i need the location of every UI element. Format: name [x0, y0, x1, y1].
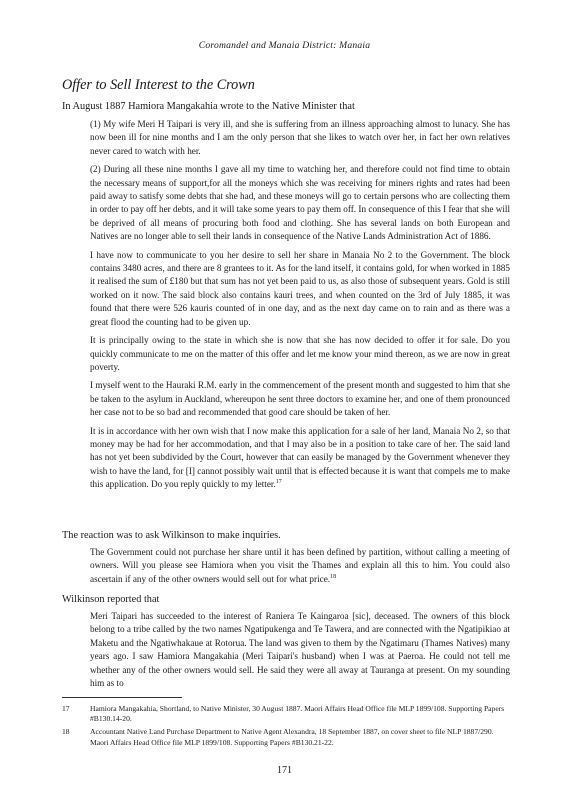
letter-paragraph: I have now to communicate to you her desire to sell her share in Manaia No 2 to the Government. The block contains 3480 acres, and there are 8 grantees to it. As for the land itself, it contains gold, for when worked in 1885 it realised the sum of £180 but that sum has not yet been paid to us, as also those of subsequent years. Gold is still worked on it now. The said block also contains kauri trees, and when counted on the 3rd of July 1885, it was found that there were 526 kauris counted of in one day, and as the next day came on to rain and as there was a great flood the counting had to be given up. — [90, 249, 510, 327]
footnote-text: Accountant Native Land Purchase Department to Native Agent Alexandra, 18 September 1887, on cover sheet to file NLP 1887/290. Maori Affairs Head Office file MLP 1899/108. Supporting Papers #B130.21-22. — [90, 727, 494, 747]
letter-paragraph — [90, 425, 510, 492]
letter-paragraph: I myself went to the Hauraki R.M. early in the commencement of the present month and suggested to him that she be taken to the asylum in Auckland, whereupon he sent three doctors to examine her, and one of them pronounced her case not to be so bad and recommended that good care should be taken of her. — [90, 380, 510, 418]
quote-paragraph: Meri Taipari has succeeded to the interest of Raniera Te Kaingaroa [sic], deceased. The owners of this block belong to a tribe called by the two names Ngatipukenga and Te Tawera, and are connected with the Ngatipikiao at Maketu and the Ngatiwhakaue at Rotorua. The land was given to them by the Ngatimaru (Thames Natives) many years ago. I saw Hamiora Mangakahia (Meri Taipari's husband) when I was at Paeroa. He could not tell me whether any of the other owners would sell. He said they were all away at Tauranga at present. On my sounding him as to — [90, 611, 510, 689]
footnote-text: Hamiora Mangakahia, Shortland, to Native Minister, 30 August 1887. Maori Affairs Head Office file MLP 1899/108. Supporting Papers #B130.14-20. — [90, 704, 505, 724]
quote-text: The Government could not purchase her share until it has been defined by partition, without calling a meeting of owners. Will you please see Hamiora when you visit the Thames and explain all this to him. You could also ascertain if any of the other owners would sell out for what price. — [90, 547, 510, 584]
letter-paragraph: (1) My wife Meri H Taipari is very ill, and she is suffering from an illness approaching almost to lunacy. She has now been ill for nine months and I am the only person that she likes to watch over her, in fact her own relatives never cared to watch with her. — [90, 119, 510, 156]
letter-paragraph: It is principally owing to the state in which she is now that she has now decided to offer it for sale. Do you quickly communicate to me on the matter of this offer and let me know your mind thereon, as we are now in great poverty. — [90, 335, 510, 372]
intro-text: The reaction was to ask Wilkinson to make inquiries. — [62, 530, 281, 541]
footnote — [62, 704, 512, 724]
page-number: 171 — [277, 765, 292, 776]
letter-paragraph-text: It is in accordance with her own wish that I now make this application for a sale of her land, Manaia No 2, so that money may be had for her accommodation, and that I may also be in a position to take care of her. The said land has not yet been subdivided by the Court, however that can easily be managed by the Government whenever they wish to have the land, for [I] cannot possibly wait until that is effected because it is want that compels me to make this application. Do you reply quickly to my letter. — [90, 425, 510, 490]
footnote — [62, 727, 512, 747]
section-title: Offer to Sell Interest to the Crown — [62, 77, 255, 93]
quote-paragraph — [90, 546, 510, 586]
footnote-number: 17 — [62, 704, 70, 713]
footnote-reference: 17 — [275, 479, 282, 486]
letter-quote — [90, 118, 510, 497]
intro-text: Wilkinson reported that — [62, 594, 160, 605]
intro-text: In August 1887 Hamiora Mangakahia wrote to the Native Minister that — [62, 101, 355, 112]
footnote-rule — [62, 697, 182, 698]
reaction-quote — [90, 546, 510, 591]
footnote-reference: 18 — [330, 573, 337, 580]
running-head: Coromandel and Manaia District: Manaia — [198, 40, 371, 51]
footnotes — [62, 704, 512, 751]
letter-paragraph: (2) During all these nine months I gave all my time to watching her, and therefore could not find time to obtain the necessary means of support,for all the moneys which she was receiving for miners rights and rates had been paid away to satisfy some debts that she had, and these moneys will go to certain persons who are collecting them in order to pay off her debts, and it will take some years to pay them off. In consequence of this I fear that she will be deprived of all means of procuring both food and clothing. She has several lands on both European and Natives are no longer able to sell their lands in consequence of the Native Lands Administration Act of 1886. — [90, 164, 510, 242]
footnote-number: 18 — [62, 727, 70, 737]
wilkinson-quote — [90, 610, 510, 695]
